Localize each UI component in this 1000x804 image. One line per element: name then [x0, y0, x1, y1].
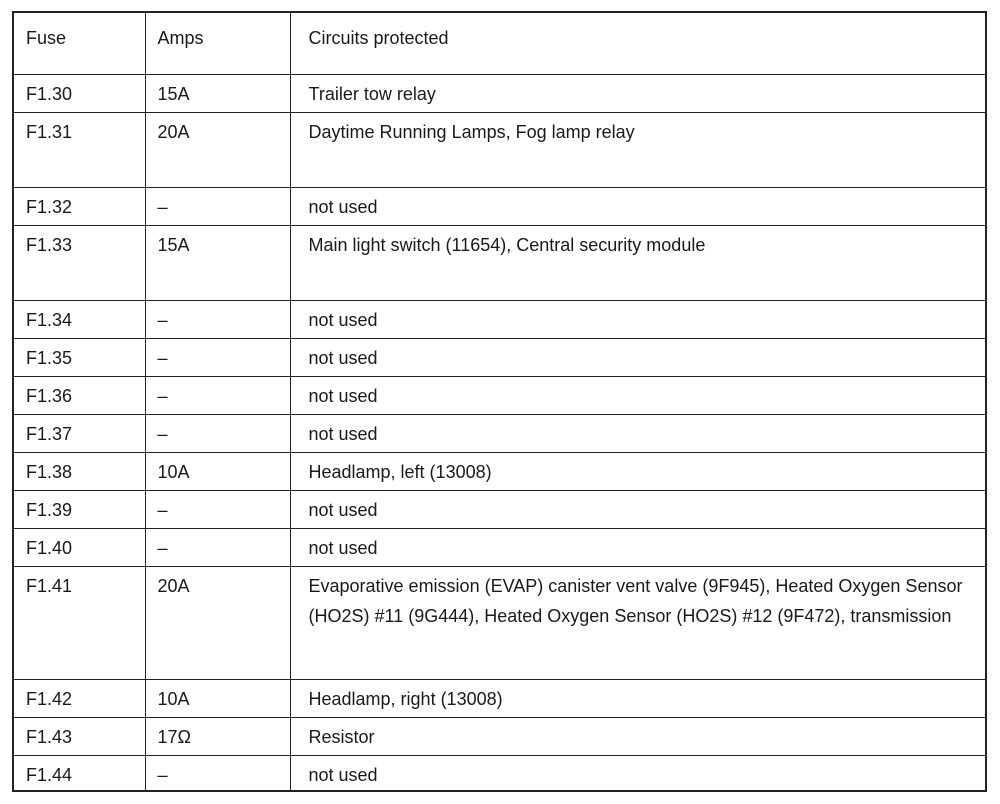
header-amps: Amps: [145, 12, 290, 74]
amps-cell: –: [145, 300, 290, 338]
amps-cell: 17Ω: [145, 717, 290, 755]
circuits-cell: Evaporative emission (EVAP) canister vent valve (9F945), Heated Oxygen Sensor (HO2S) #11 (9G444), Heated Oxygen Sensor (HO2S) #12 (9F472), transmission: [290, 566, 986, 679]
table-header: [13, 12, 986, 74]
circuits-cell: not used: [290, 300, 986, 338]
table-row: [13, 300, 986, 338]
circuits-cell: Resistor: [290, 717, 986, 755]
fuse-cell: F1.33: [13, 225, 145, 300]
table-row: [13, 187, 986, 225]
amps-cell: 20A: [145, 566, 290, 679]
amps-cell: –: [145, 490, 290, 528]
fuse-cell: F1.43: [13, 717, 145, 755]
amps-cell: –: [145, 187, 290, 225]
header-row: [13, 12, 986, 74]
table-row: [13, 338, 986, 376]
amps-cell: 10A: [145, 452, 290, 490]
fuse-cell: F1.40: [13, 528, 145, 566]
amps-cell: 15A: [145, 225, 290, 300]
fuse-cell: F1.44: [13, 755, 145, 791]
fuse-cell: F1.32: [13, 187, 145, 225]
fuse-cell: F1.39: [13, 490, 145, 528]
circuits-cell: Daytime Running Lamps, Fog lamp relay: [290, 112, 986, 187]
amps-cell: –: [145, 376, 290, 414]
fuse-cell: F1.36: [13, 376, 145, 414]
circuits-cell: not used: [290, 414, 986, 452]
table-row: [13, 376, 986, 414]
circuits-cell: Main light switch (11654), Central security module: [290, 225, 986, 300]
table-row: [13, 74, 986, 112]
fuse-cell: F1.42: [13, 679, 145, 717]
amps-cell: –: [145, 755, 290, 791]
table-body: [13, 74, 986, 791]
circuits-cell: not used: [290, 376, 986, 414]
table-row: [13, 112, 986, 187]
amps-cell: –: [145, 528, 290, 566]
fuse-cell: F1.37: [13, 414, 145, 452]
circuits-cell: not used: [290, 338, 986, 376]
circuits-cell: Trailer tow relay: [290, 74, 986, 112]
table-row: [13, 755, 986, 791]
table-row: [13, 566, 986, 679]
amps-cell: 20A: [145, 112, 290, 187]
circuits-cell: Headlamp, right (13008): [290, 679, 986, 717]
table-row: [13, 225, 986, 300]
table-row: [13, 528, 986, 566]
fuse-cell: F1.30: [13, 74, 145, 112]
circuits-cell: not used: [290, 528, 986, 566]
circuits-cell: not used: [290, 755, 986, 791]
header-circuits-protected: Circuits protected: [290, 12, 986, 74]
circuits-cell: not used: [290, 187, 986, 225]
table-row: [13, 717, 986, 755]
table-row: [13, 490, 986, 528]
table-row: [13, 414, 986, 452]
fuse-cell: F1.38: [13, 452, 145, 490]
fuse-table: [12, 11, 987, 792]
circuits-cell: not used: [290, 490, 986, 528]
header-fuse: Fuse: [13, 12, 145, 74]
amps-cell: –: [145, 338, 290, 376]
fuse-cell: F1.35: [13, 338, 145, 376]
amps-cell: 10A: [145, 679, 290, 717]
fuse-cell: F1.34: [13, 300, 145, 338]
table-row: [13, 452, 986, 490]
amps-cell: 15A: [145, 74, 290, 112]
amps-cell: –: [145, 414, 290, 452]
fuse-cell: F1.31: [13, 112, 145, 187]
table-row: [13, 679, 986, 717]
fuse-cell: F1.41: [13, 566, 145, 679]
circuits-cell: Headlamp, left (13008): [290, 452, 986, 490]
